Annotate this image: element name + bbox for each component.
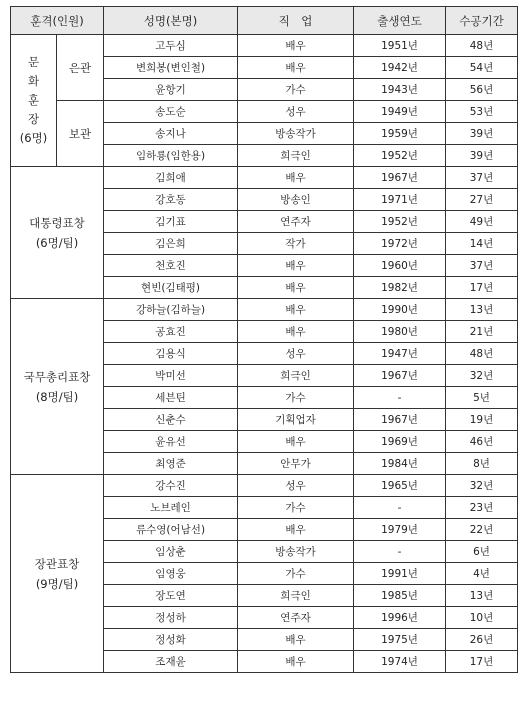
occupation-cell: 배우 bbox=[238, 35, 354, 57]
occupation-cell: 가수 bbox=[238, 387, 354, 409]
occupation-cell: 희극인 bbox=[238, 365, 354, 387]
service-period-cell: 39년 bbox=[446, 145, 518, 167]
header-service-period: 수공기간 bbox=[446, 7, 518, 35]
award-subclass-cell: 보관 bbox=[57, 101, 104, 167]
person-name-cell: 김용식 bbox=[104, 343, 238, 365]
award-class-label-line: 대통령표창 bbox=[29, 215, 85, 230]
service-period-cell: 23년 bbox=[446, 497, 518, 519]
service-period-cell: 48년 bbox=[446, 343, 518, 365]
service-period-cell: 48년 bbox=[446, 35, 518, 57]
person-name-cell: 정성하 bbox=[104, 607, 238, 629]
award-class-label-line: 국무총리표창 bbox=[23, 369, 91, 384]
person-name-cell: 윤항기 bbox=[104, 79, 238, 101]
birth-year-cell: 1985년 bbox=[354, 585, 446, 607]
service-period-cell: 10년 bbox=[446, 607, 518, 629]
occupation-cell: 가수 bbox=[238, 79, 354, 101]
birth-year-cell: 1984년 bbox=[354, 453, 446, 475]
occupation-cell: 배우 bbox=[238, 57, 354, 79]
table-row bbox=[11, 475, 518, 497]
birth-year-cell: - bbox=[354, 497, 446, 519]
occupation-cell: 가수 bbox=[238, 497, 354, 519]
award-class-cell bbox=[11, 35, 57, 167]
birth-year-cell: 1996년 bbox=[354, 607, 446, 629]
occupation-cell: 희극인 bbox=[238, 145, 354, 167]
service-period-cell: 54년 bbox=[446, 57, 518, 79]
person-name-cell: 신춘수 bbox=[104, 409, 238, 431]
occupation-cell: 성우 bbox=[238, 475, 354, 497]
person-name-cell: 강하늘(김하늘) bbox=[104, 299, 238, 321]
person-name-cell: 김희애 bbox=[104, 167, 238, 189]
person-name-cell: 강호동 bbox=[104, 189, 238, 211]
service-period-cell: 17년 bbox=[446, 651, 518, 673]
person-name-cell: 변희봉(변인철) bbox=[104, 57, 238, 79]
occupation-cell: 방송작가 bbox=[238, 541, 354, 563]
person-name-cell: 고두심 bbox=[104, 35, 238, 57]
birth-year-cell: 1991년 bbox=[354, 563, 446, 585]
occupation-cell: 방송인 bbox=[238, 189, 354, 211]
birth-year-cell: 1947년 bbox=[354, 343, 446, 365]
occupation-cell: 배우 bbox=[238, 651, 354, 673]
occupation-cell: 배우 bbox=[238, 629, 354, 651]
service-period-cell: 26년 bbox=[446, 629, 518, 651]
birth-year-cell: 1990년 bbox=[354, 299, 446, 321]
birth-year-cell: 1974년 bbox=[354, 651, 446, 673]
person-name-cell: 김기표 bbox=[104, 211, 238, 233]
birth-year-cell: 1967년 bbox=[354, 365, 446, 387]
person-name-cell: 임영웅 bbox=[104, 563, 238, 585]
award-class-label-line: (6명/팀) bbox=[35, 235, 79, 250]
person-name-cell: 송지나 bbox=[104, 123, 238, 145]
person-name-cell: 천호진 bbox=[104, 255, 238, 277]
occupation-cell: 작가 bbox=[238, 233, 354, 255]
occupation-cell: 연주자 bbox=[238, 607, 354, 629]
service-period-cell: 13년 bbox=[446, 299, 518, 321]
occupation-cell: 희극인 bbox=[238, 585, 354, 607]
service-period-cell: 27년 bbox=[446, 189, 518, 211]
occupation-cell: 배우 bbox=[238, 519, 354, 541]
header-row bbox=[11, 7, 518, 35]
person-name-cell: 최영준 bbox=[104, 453, 238, 475]
award-class-cell bbox=[11, 299, 104, 475]
table-row bbox=[11, 101, 518, 123]
award-class-label-line: (9명/팀) bbox=[35, 576, 79, 591]
person-name-cell: 현빈(김태평) bbox=[104, 277, 238, 299]
birth-year-cell: 1943년 bbox=[354, 79, 446, 101]
table-row bbox=[11, 167, 518, 189]
service-period-cell: 17년 bbox=[446, 277, 518, 299]
service-period-cell: 32년 bbox=[446, 475, 518, 497]
birth-year-cell: 1975년 bbox=[354, 629, 446, 651]
birth-year-cell: 1952년 bbox=[354, 145, 446, 167]
header-occupation: 직 업 bbox=[238, 7, 354, 35]
service-period-cell: 14년 bbox=[446, 233, 518, 255]
service-period-cell: 22년 bbox=[446, 519, 518, 541]
service-period-cell: 21년 bbox=[446, 321, 518, 343]
service-period-cell: 8년 bbox=[446, 453, 518, 475]
occupation-cell: 방송작가 bbox=[238, 123, 354, 145]
table-row bbox=[11, 299, 518, 321]
service-period-cell: 46년 bbox=[446, 431, 518, 453]
occupation-cell: 배우 bbox=[238, 299, 354, 321]
award-class-cell bbox=[11, 475, 104, 673]
service-period-cell: 56년 bbox=[446, 79, 518, 101]
occupation-cell: 성우 bbox=[238, 101, 354, 123]
header-award-class: 훈격(인원) bbox=[11, 7, 104, 35]
service-period-cell: 37년 bbox=[446, 255, 518, 277]
birth-year-cell: 1980년 bbox=[354, 321, 446, 343]
award-subclass-cell: 은관 bbox=[57, 35, 104, 101]
service-period-cell: 19년 bbox=[446, 409, 518, 431]
occupation-cell: 배우 bbox=[238, 321, 354, 343]
person-name-cell: 강수진 bbox=[104, 475, 238, 497]
service-period-cell: 39년 bbox=[446, 123, 518, 145]
occupation-cell: 안무가 bbox=[238, 453, 354, 475]
service-period-cell: 32년 bbox=[446, 365, 518, 387]
service-period-cell: 6년 bbox=[446, 541, 518, 563]
occupation-cell: 배우 bbox=[238, 431, 354, 453]
award-class-label-line: 문 bbox=[27, 55, 40, 69]
person-name-cell: 송도순 bbox=[104, 101, 238, 123]
award-class-label-line: (8명/팀) bbox=[35, 389, 79, 404]
occupation-cell: 배우 bbox=[238, 277, 354, 299]
birth-year-cell: - bbox=[354, 387, 446, 409]
awards-table-container bbox=[10, 6, 518, 673]
service-period-cell: 53년 bbox=[446, 101, 518, 123]
birth-year-cell: 1967년 bbox=[354, 167, 446, 189]
birth-year-cell: 1960년 bbox=[354, 255, 446, 277]
person-name-cell: 김은희 bbox=[104, 233, 238, 255]
service-period-cell: 37년 bbox=[446, 167, 518, 189]
table-row bbox=[11, 35, 518, 57]
birth-year-cell: 1959년 bbox=[354, 123, 446, 145]
person-name-cell: 임상춘 bbox=[104, 541, 238, 563]
occupation-cell: 가수 bbox=[238, 563, 354, 585]
awards-table bbox=[10, 6, 518, 673]
service-period-cell: 49년 bbox=[446, 211, 518, 233]
award-class-label-line: 화 bbox=[27, 74, 40, 88]
person-name-cell: 박미선 bbox=[104, 365, 238, 387]
person-name-cell: 정성화 bbox=[104, 629, 238, 651]
person-name-cell: 공효진 bbox=[104, 321, 238, 343]
person-name-cell: 세븐틴 bbox=[104, 387, 238, 409]
service-period-cell: 13년 bbox=[446, 585, 518, 607]
birth-year-cell: 1952년 bbox=[354, 211, 446, 233]
header-name: 성명(본명) bbox=[104, 7, 238, 35]
birth-year-cell: - bbox=[354, 541, 446, 563]
award-class-label-line: 장관표창 bbox=[34, 556, 80, 571]
birth-year-cell: 1971년 bbox=[354, 189, 446, 211]
birth-year-cell: 1942년 bbox=[354, 57, 446, 79]
birth-year-cell: 1965년 bbox=[354, 475, 446, 497]
birth-year-cell: 1982년 bbox=[354, 277, 446, 299]
award-class-cell bbox=[11, 167, 104, 299]
occupation-cell: 성우 bbox=[238, 343, 354, 365]
award-class-label-line: 훈 bbox=[27, 93, 40, 107]
service-period-cell: 4년 bbox=[446, 563, 518, 585]
occupation-cell: 배우 bbox=[238, 255, 354, 277]
person-name-cell: 임하룡(임한용) bbox=[104, 145, 238, 167]
person-name-cell: 조재윤 bbox=[104, 651, 238, 673]
occupation-cell: 연주자 bbox=[238, 211, 354, 233]
occupation-cell: 배우 bbox=[238, 167, 354, 189]
person-name-cell: 장도연 bbox=[104, 585, 238, 607]
person-name-cell: 윤유선 bbox=[104, 431, 238, 453]
birth-year-cell: 1967년 bbox=[354, 409, 446, 431]
birth-year-cell: 1972년 bbox=[354, 233, 446, 255]
occupation-cell: 기획업자 bbox=[238, 409, 354, 431]
birth-year-cell: 1951년 bbox=[354, 35, 446, 57]
person-name-cell: 류수영(어남선) bbox=[104, 519, 238, 541]
service-period-cell: 5년 bbox=[446, 387, 518, 409]
header-birth-year: 출생연도 bbox=[354, 7, 446, 35]
birth-year-cell: 1979년 bbox=[354, 519, 446, 541]
award-class-label-line: 장 bbox=[27, 112, 40, 126]
person-name-cell: 노브레인 bbox=[104, 497, 238, 519]
birth-year-cell: 1969년 bbox=[354, 431, 446, 453]
birth-year-cell: 1949년 bbox=[354, 101, 446, 123]
award-class-label-line: (6명) bbox=[19, 131, 48, 145]
